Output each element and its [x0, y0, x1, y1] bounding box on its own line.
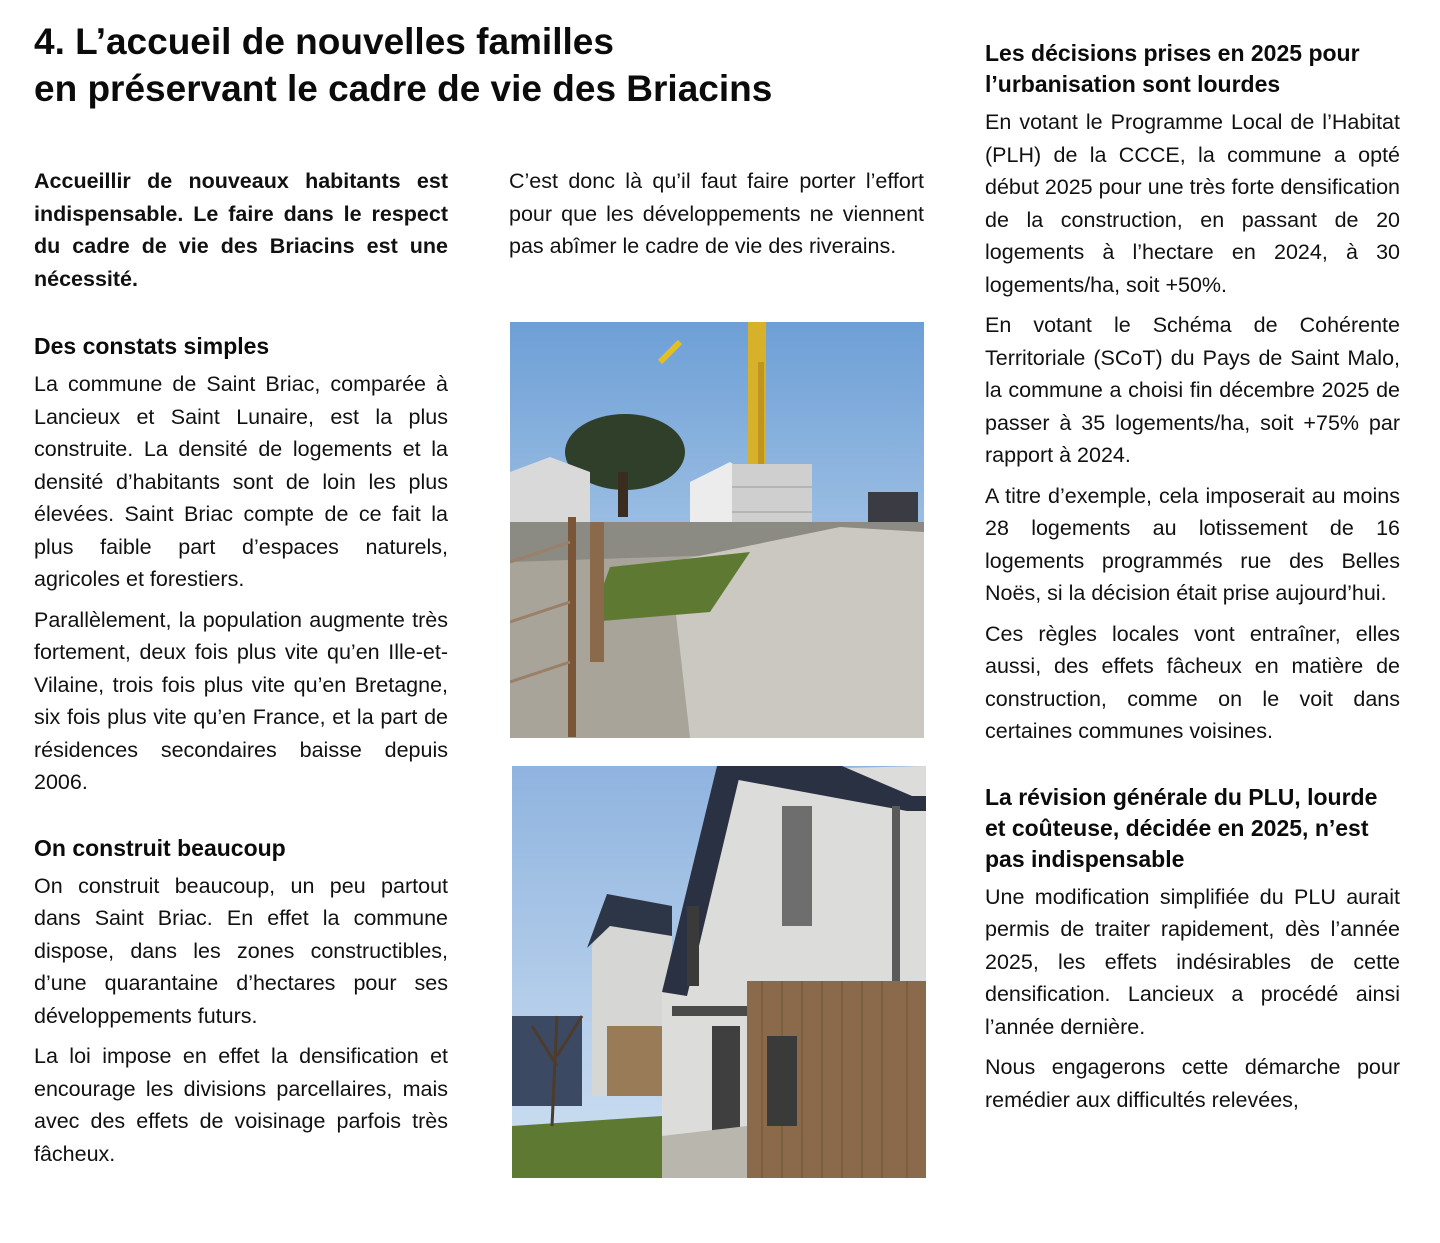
title-line-1: 4. L’accueil de nouvelles familles	[34, 21, 614, 62]
paragraph-effort: C’est donc là qu’il faut faire porter l’effort pour que les développements ne viennent pas abîmer le cadre de vie des riverains.	[509, 169, 924, 258]
heading-decisions: Les décisions prises en 2025 pour l’urbanisation sont lourdes	[985, 40, 1360, 97]
back-house-cladding	[607, 1026, 667, 1096]
construction-site-illustration	[510, 322, 924, 738]
wooden-post	[568, 517, 576, 737]
page-title	[34, 18, 934, 112]
heading-revision: La révision générale du PLU, lourde et coûteuse, décidée en 2025, n’est pas indispensable	[985, 783, 1378, 872]
column-right	[985, 38, 1400, 1124]
construction-site-photo	[510, 322, 924, 738]
shuttered-window	[782, 806, 812, 926]
column-middle	[509, 165, 924, 271]
paragraph-plh: En votant le Programme Local de l’Habitat (PLH) de la CCCE, la commune a opté début 2025 pour une très forte densification de la construction, en passant de 20 logements à l’hectare en 2024, à 30 logements/ha, soit +50%.	[985, 110, 1400, 297]
paragraph-exemple: A titre d’exemple, cela imposerait au moins 28 logements au lotissement de 16 logements programmés rue des Belles Noës, si la décision était prise aujourd’hui.	[985, 483, 1400, 605]
far-roofs	[512, 1016, 582, 1106]
paragraph-constats-1: La commune de Saint Briac, comparée à Lancieux et Saint Lunaire, est la plus construite. La densité de logements et la densité d’habitants sont de loin les plus élevées. Saint Briac compte de ce fait la plus faible part d’espaces naturels, agricoles et forestiers.	[34, 372, 448, 591]
lead-paragraph: Accueillir de nouveaux habitants est indispensable. Le faire dans le respect du cadre de vie des Briacins est une nécessité.	[34, 169, 448, 291]
new-houses-illustration	[512, 766, 926, 1178]
column-left	[34, 165, 448, 1178]
heading-construit: On construit beaucoup	[34, 834, 286, 861]
paragraph-construit-2: La loi impose en effet la densification et encourage les divisions parcellaires, mais avec des effets de voisinage parfois très fâcheux.	[34, 1044, 448, 1166]
paragraph-constats-2: Parallèlement, la population augmente très fortement, deux fois plus vite qu’en Ille-et-Vilaine, trois fois plus vite qu’en Bretagne, six fois plus vite qu’en France, et la part de résidences secondaires baisse depuis 2006.	[34, 607, 448, 794]
paragraph-regles: Ces règles locales vont entraîner, elles aussi, des effets fâcheux en matière de construction, comme on le voit dans certaines communes voisines.	[985, 621, 1400, 743]
wooden-gate	[590, 522, 604, 662]
ground-window	[767, 1036, 797, 1126]
new-houses-photo	[512, 766, 926, 1178]
paragraph-engagement: Nous engagerons cette démarche pour remédier aux difficultés relevées,	[985, 1055, 1400, 1112]
paragraph-construit-1: On construit beaucoup, un peu partout dans Saint Briac. En effet la commune dispose, dans les zones constructibles, d’une quarantaine d’hectares pour ses développements futurs.	[34, 873, 448, 1028]
front-door	[712, 1026, 740, 1136]
title-line-2: en préservant le cadre de vie des Briacins	[34, 68, 773, 109]
paragraph-modification: Une modification simplifiée du PLU aurait permis de traiter rapidement, dès l’année 2025, les effets indésirables de cette densification. Lancieux a procédé ainsi l’année dernière.	[985, 884, 1400, 1039]
paragraph-scot: En votant le Schéma de Cohérente Territoriale (SCoT) du Pays de Saint Malo, la commune a choisi fin décembre 2025 de passer à 35 logements/ha, soit +75% par rapport à 2024.	[985, 313, 1400, 467]
small-window	[687, 906, 699, 986]
lawn	[512, 1116, 662, 1178]
heading-constats: Des constats simples	[34, 333, 270, 359]
door-canopy	[672, 1006, 747, 1016]
